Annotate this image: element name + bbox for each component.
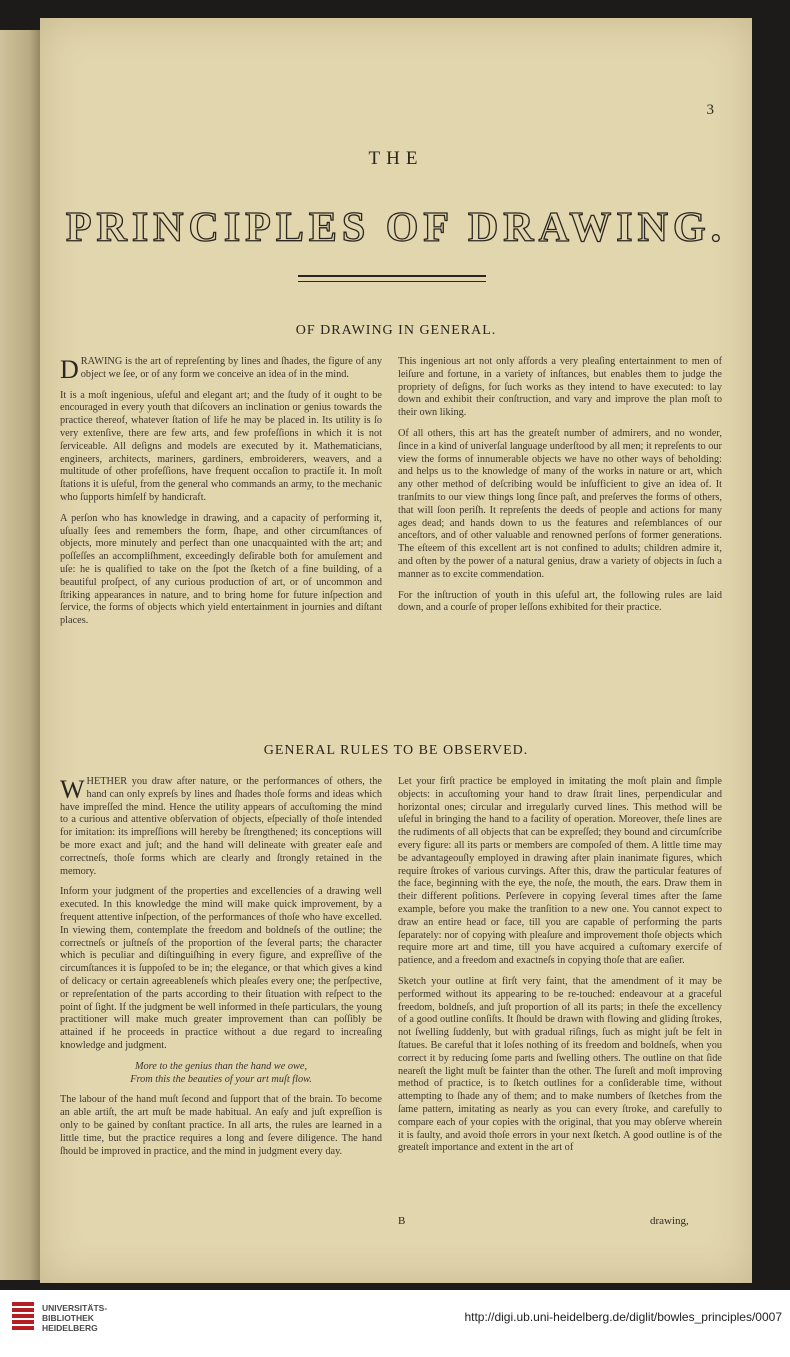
title-rule-bottom bbox=[298, 281, 486, 282]
signature-mark: B bbox=[398, 1215, 406, 1227]
section1-right-column bbox=[398, 356, 722, 623]
section2-left-p2: Inform your judgment of the properties and excellencies of a drawing well executed. In this knowledge the mind will make quick improvement, by a frequent attentive inſpection, of the performances of thoſe who have excelled. In viewing them, contemplate the freedom and boldneſs of the outline; the correctneſs or juſtneſs of the proportion of the ſeveral parts; the character which is peculiar and diſtinguiſhing in every figure, and expreſſive of the circumſtances it is ſuppoſed to be in; the elegance, or that which gives a kind of delicacy or certain agreeableneſs which pleaſes every one; the perſpective, or repreſentation of the parts according to their ſituation with reſpect to the point of ſight. If the judgment be well informed in theſe particulars, the young practitioner will make much greater improvement than can poſſibly be attained if he proceeds in practice without a due regard to increaſing knowledge and judgment. bbox=[60, 886, 382, 1051]
dropcap-w: W bbox=[60, 775, 85, 804]
section1-right-p3: For the inſtruction of youth in this uſeful art, the following rules are laid down, and a courſe of proper leſſons exhibited for their practice. bbox=[398, 589, 722, 614]
section1-right-p2: Of all others, this art has the greateſt number of admirers, and no wonder, ſince in a kind of univerſal language underſtood by all men; it repreſents to our view the forms of innumerable objects we have no other ways of beholding: and helps us to the knowledge of many of the works in nature or art, which any other method of deſcribing would be inſufficient to give an idea of. It tranſmits to our view things long ſince paſt, and preſerves the forms of others, that will ſoon periſh. It repreſents the deeds of people and actions for many ages dead; and hands down to us the features and reſemblances of our anceſtors, and of other valuable and renowned perſons of former generations. The eſteem of this excellent art is not confined to adults; children admire it, and often by the power of a natural genius, draw a variety of objects in ſuch a manner as to excite commendation. bbox=[398, 427, 722, 580]
section1-left-p3: A perſon who has knowledge in drawing, and a capacity of performing it, uſually ſees and remembers the form, ſhape, and other circumſtances of objects, more minutely and perfect than one unacquainted with the art; and poſſeſſes an accompliſhment, exceedingly deſirable both for amuſement and uſe: he is qualified to take on the ſpot the ſketch of a fine building, of a beautiful proſpect, of any curious production of art, or of uncommon and ſtriking appearances in nature, and to bring home for future inſpection and ſervice, the forms of objects which yield entertainment in journies and diſtant places. bbox=[60, 512, 382, 627]
library-logo-icon bbox=[12, 1302, 34, 1336]
verse-quote bbox=[60, 1061, 382, 1087]
section1-left-p1: DRAWING is the art of repreſenting by lines and ſhades, the figure of any object we ſee, or of any form we conceive an idea of in the mind. bbox=[60, 355, 382, 384]
verse-line-1: More to the genius than the hand we owe, bbox=[134, 1060, 308, 1072]
section1-left-p2: It is a moſt ingenious, uſeful and elegant art; and the ſtudy of it ought to be encouraged in every youth that diſcovers an inclination or genius towards the practice thereof, whatever ſtation of life he may be placed in. Its utility is ſo very extenſive, there are few arts, and few profeſſions in which it is not ſerviceable. All deſigns and models are executed by it. Mathematicians, engineers, architects, mariners, gardiners, embroiderers, weavers, and a multitude of other profeſſions, have frequent occaſion to practiſe it. In moſt ſtations it is uſeful, from the general who commands an army, to the mechanic who ſupports himſelf by handicraft. bbox=[60, 389, 382, 503]
section2-left-column bbox=[60, 776, 382, 1166]
section1-left-column bbox=[60, 356, 382, 636]
verse-line-2: From this the beauties of your art muſt flow. bbox=[130, 1073, 312, 1085]
book-binding bbox=[0, 30, 42, 1280]
section2-right-p2: Sketch your outline at firſt very faint, that the amendment of it may be performed without its appearing to be re-touched: endeavour at a graceful freedom, boldneſs, and juſt proportion of all its parts; in theſe the excellency of a good outline conſiſts. It ſhould be drawn with flowing and gliding ſtrokes, not ſwelling ſuddenly, but with gradual riſings, ſuch as might juſt be felt in ſtatues. Be careful that it loſes nothing of its freedom and boldneſs, when you correct it by reducing ſome parts and ſwelling others. The outline on that ſide neareſt the light muſt be fainter than the other. The ſureſt and moſt improving method of practice, is to ſketch outlines for a conſiderable time, without attempting to ſhade any of them; and to make numbers of ſketches from the ſame pattern, imitating as nearly as you can every ſtroke, and carefully to compare each of your copies with the original, that you may obſerve wherein it is faulty, and avoid thoſe errors in your next ſketch. A good outline is of the greateſt importance and extent in the art of bbox=[398, 975, 722, 1154]
book-page bbox=[40, 18, 752, 1283]
title-rule-top bbox=[298, 275, 486, 277]
section1-right-p1: This ingenious art not only affords a very pleaſing entertainment to men of leiſure and fortune, in a variety of inſtances, but enables them to judge the propriety of deſigns, for ſuch works as they intend to have executed: to lay down and exhibit their conſtruction, and vary and improve the plan moſt to their own liking. bbox=[398, 356, 722, 419]
library-footer bbox=[0, 1290, 790, 1357]
heading-general-rules: GENERAL RULES TO BE OBSERVED. bbox=[263, 743, 529, 758]
dropcap-d: D bbox=[60, 355, 79, 384]
section2-right-column bbox=[398, 776, 722, 1163]
source-url[interactable]: http://digi.ub.uni-heidelberg.de/diglit/bowles_principles/0007 bbox=[464, 1310, 782, 1324]
library-logo-text: UNIVERSITÄTS- BIBLIOTHEK HEIDELBERG bbox=[42, 1303, 108, 1333]
title-the: THE bbox=[368, 148, 424, 169]
main-title: PRINCIPLES OF DRAWING. bbox=[65, 205, 727, 251]
catchword: drawing, bbox=[650, 1215, 689, 1227]
page-number: 3 bbox=[706, 102, 714, 118]
section2-left-p3: The labour of the hand muſt ſecond and ſupport that of the brain. To become an able artiſt, the art muſt be made habitual. An eaſy and juſt expreſſion is only to be gained by conſtant practice. In all arts, the rules are learned in a little time, but the practice requires a long and ſevere diligence. The hand ſhould be improved in practice, and the mind in judgment every day. bbox=[60, 1094, 382, 1157]
section2-right-p1: Let your firſt practice be employed in imitating the moſt plain and ſimple objects: in accuſtoming your hand to draw ſtrait lines, perpendicular and horizontal ones; circular and irregularly curved lines. This method will be uſeful in bringing the hand to a facility of operation. Moreover, theſe lines are the rudiments of all objects that can be expreſſed; they bound and circumſcribe every figure: all its parts or members are compoſed of them. A little time may be advantageouſly employed in drawing after plain inanimate figures, which require ſtrokes of various curvings. After this, draw the particular features of the face, beginning with the eye, the noſe, the mouth, the ears. Draw them in their different poſitions. Perſevere in copying ſeveral times after the ſame example, before you make the tranſition to a new one. You cannot expect to draw an entire head or face, till you are capable of performing the parts ſeparately: nor of copying with pleaſure and improvement thoſe objects which require more art and time, till you have acquired a cuſtomary exercife of patience, and a freedom and exactneſs in copying thoſe that are eaſier. bbox=[398, 776, 722, 967]
section2-left-p1: WHETHER you draw after nature, or the performances of others, the hand can only expreſs by lines and ſhades thoſe forms and ideas which have impreſſed the mind. Hence the utility appears of accuſtoming the mind to a curious and attentive obſervation of objects, eſpecially of thoſe intended for imitation: its impreſſions will hereby be ſtrengthened; its conceptions will be more exact and juſt; and the hand will delineate with greater eaſe and correctneſs, thoſe forms which are clearly and ſtrongly retained in the memory. bbox=[60, 775, 382, 877]
heading-drawing-in-general: OF DRAWING IN GENERAL. bbox=[295, 323, 497, 338]
